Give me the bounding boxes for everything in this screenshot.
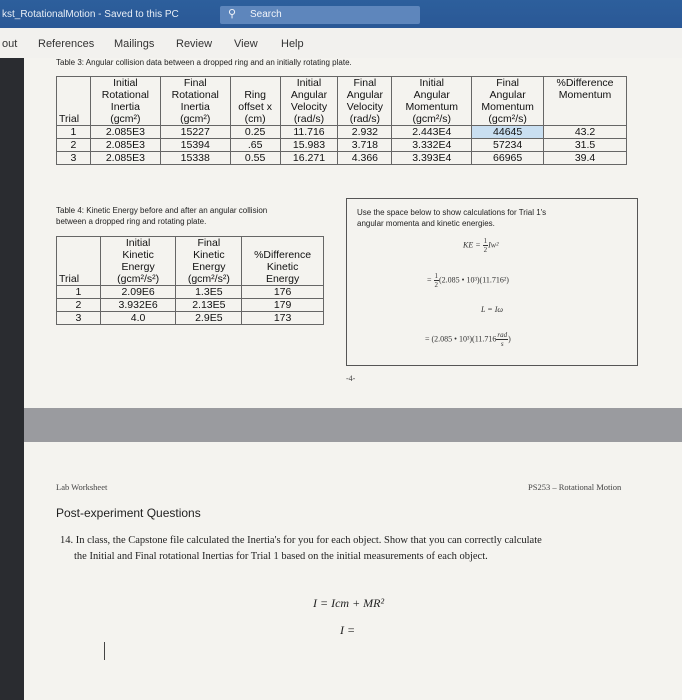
header-row — [57, 77, 627, 90]
header-cell: Ring — [230, 89, 280, 101]
table-cell[interactable]: 3.932E6 — [100, 299, 176, 312]
search-box[interactable] — [220, 6, 420, 24]
header-cell: Initial — [100, 237, 176, 250]
header-cell — [230, 77, 280, 90]
title-bar — [0, 0, 682, 28]
ke-sub-right: (2.085 • 10³)(11.716²) — [439, 275, 509, 285]
post-experiment-heading: Post-experiment Questions — [56, 506, 201, 520]
table-cell[interactable]: 2.085E3 — [90, 152, 160, 165]
table4 — [56, 236, 324, 325]
table4-caption-line2: between a dropped ring and rotating plate. — [56, 217, 207, 226]
header-cell: Momentum — [472, 101, 544, 113]
table-cell[interactable]: 0.25 — [230, 126, 280, 139]
ke-sub-half-num: 1 — [434, 272, 439, 280]
document-title: kst_RotationalMotion - Saved to this PC — [2, 9, 179, 20]
header-cell — [544, 101, 627, 113]
table-cell[interactable]: 2.443E4 — [392, 126, 472, 139]
table-cell[interactable]: 44645 — [472, 126, 544, 139]
header-cell: (cm) — [230, 113, 280, 126]
header-cell: Momentum — [392, 101, 472, 113]
header-cell: (gcm²) — [160, 113, 230, 126]
header-cell: (gcm²/s) — [472, 113, 544, 126]
table-row — [57, 152, 627, 165]
table-cell[interactable]: 66965 — [472, 152, 544, 165]
header-row — [57, 101, 627, 113]
page-number: -4- — [346, 374, 356, 383]
ke-sub-left: = — [427, 275, 434, 285]
tab-help[interactable]: Help — [281, 38, 304, 50]
header-cell: Angular — [338, 89, 392, 101]
table3-caption: Table 3: Angular collision data between a dropped ring and an initially rotating plate. — [56, 58, 352, 67]
header-cell: %Difference — [544, 77, 627, 90]
table-cell[interactable]: 4.0 — [100, 312, 176, 325]
l-sub-left: = (2.085 • 10³)(11.716 — [425, 334, 497, 344]
rad-denominator: s — [500, 340, 504, 348]
table-cell[interactable]: 43.2 — [544, 126, 627, 139]
header-row — [57, 273, 324, 286]
table-cell[interactable]: 11.716 — [280, 126, 338, 139]
header-row — [57, 249, 324, 261]
header-cell: Initial — [280, 77, 338, 90]
calc-caption-line1: Use the space below to show calculations for Trial 1's — [357, 208, 547, 217]
table-cell[interactable]: 15394 — [160, 139, 230, 152]
table-cell[interactable]: 15338 — [160, 152, 230, 165]
tab-view[interactable]: View — [234, 38, 258, 50]
footer-right: PS253 – Rotational Motion — [528, 482, 622, 492]
table-cell[interactable]: 3.718 — [338, 139, 392, 152]
header-cell: Energy — [176, 261, 242, 273]
header-cell: Final — [338, 77, 392, 90]
half-denominator: 2 — [483, 246, 488, 254]
header-cell: Energy — [242, 273, 324, 286]
header-cell — [57, 77, 91, 90]
header-cell: (gcm²/s) — [392, 113, 472, 126]
l-sub-right: ) — [508, 334, 511, 344]
header-cell: Angular — [472, 89, 544, 101]
calc-caption-line2: angular momenta and kinetic energies. — [357, 219, 495, 228]
header-cell: (rad/s) — [280, 113, 338, 126]
table-cell[interactable]: 0.55 — [230, 152, 280, 165]
header-cell: Trial — [57, 113, 91, 126]
table-row — [57, 126, 627, 139]
l-formula: L = Iω — [481, 305, 504, 314]
half-numerator: 1 — [483, 237, 488, 245]
header-cell — [57, 249, 101, 261]
table-cell[interactable]: 31.5 — [544, 139, 627, 152]
table-cell[interactable]: 2 — [57, 299, 101, 312]
table-row — [57, 139, 627, 152]
header-cell: Initial — [90, 77, 160, 90]
table-cell[interactable]: 57234 — [472, 139, 544, 152]
header-cell — [242, 237, 324, 250]
header-cell: (gcm²/s²) — [100, 273, 176, 286]
header-cell: Inertia — [90, 101, 160, 113]
table4-caption — [56, 205, 267, 227]
table4-caption-line1: Table 4: Kinetic Energy before and after an angular collision — [56, 206, 268, 215]
table-row — [57, 312, 324, 325]
header-cell — [57, 101, 91, 113]
header-row — [57, 113, 627, 126]
header-cell — [544, 113, 627, 126]
ke-substitution — [427, 272, 509, 289]
ribbon-tabs — [0, 28, 682, 58]
ke-formula-left: KE = — [463, 240, 483, 250]
question-14-line1: 14. In class, the Capstone file calculated the Inertia's for you for each object. Show that you can correctly calculate — [60, 535, 542, 546]
header-cell: Final — [160, 77, 230, 90]
table-cell[interactable]: 3 — [57, 152, 91, 165]
header-cell: Rotational — [160, 89, 230, 101]
inertia-answer: I = — [340, 623, 356, 637]
table-cell[interactable]: 2.09E6 — [100, 286, 176, 299]
header-row — [57, 261, 324, 273]
header-row — [57, 237, 324, 250]
header-cell: (rad/s) — [338, 113, 392, 126]
header-cell: (gcm²) — [90, 113, 160, 126]
search-icon: ⚲ — [228, 8, 237, 20]
header-cell: (gcm²/s²) — [176, 273, 242, 286]
header-cell — [57, 261, 101, 273]
text-cursor — [104, 642, 105, 660]
table-cell[interactable]: 3.393E4 — [392, 152, 472, 165]
header-cell: Velocity — [338, 101, 392, 113]
header-cell: Rotational — [90, 89, 160, 101]
header-cell: Final — [472, 77, 544, 90]
header-cell: Kinetic — [242, 261, 324, 273]
table-cell[interactable]: 4.366 — [338, 152, 392, 165]
table-cell[interactable]: 179 — [242, 299, 324, 312]
question-14-line2: the Initial and Final rotational Inertias for Trial 1 based on the initial measurements of each object. — [74, 551, 488, 562]
table-cell[interactable]: 3 — [57, 312, 101, 325]
header-cell — [57, 237, 101, 250]
ke-sub-half-den: 2 — [434, 281, 439, 289]
header-cell: Angular — [392, 89, 472, 101]
table-cell[interactable]: 39.4 — [544, 152, 627, 165]
l-substitution — [425, 331, 511, 348]
table-cell[interactable]: 2 — [57, 139, 91, 152]
ke-formula — [463, 237, 499, 254]
header-cell: Final — [176, 237, 242, 250]
tab-review[interactable]: Review — [176, 38, 213, 50]
table-cell[interactable]: 176 — [242, 286, 324, 299]
page-break — [24, 408, 682, 442]
table-cell[interactable]: 1 — [57, 286, 101, 299]
calc-caption — [357, 207, 627, 229]
table-cell[interactable]: 3.332E4 — [392, 139, 472, 152]
header-cell: Initial — [392, 77, 472, 90]
header-cell: Energy — [100, 261, 176, 273]
table-cell[interactable]: 16.271 — [280, 152, 338, 165]
table-row — [57, 299, 324, 312]
table-cell[interactable]: 1 — [57, 126, 91, 139]
table-cell[interactable]: .65 — [230, 139, 280, 152]
rad-fraction — [496, 331, 508, 348]
header-cell: %Difference — [242, 249, 324, 261]
footer-left: Lab Worksheet — [56, 482, 108, 492]
table-cell[interactable]: 173 — [242, 312, 324, 325]
tab-mailings[interactable]: Mailings — [114, 38, 155, 50]
table-cell[interactable]: 1.3E5 — [176, 286, 242, 299]
header-cell: Kinetic — [176, 249, 242, 261]
table-cell[interactable]: 2.932 — [338, 126, 392, 139]
table-cell[interactable]: 2.9E5 — [176, 312, 242, 325]
table-cell[interactable]: 2.13E5 — [176, 299, 242, 312]
header-cell: Inertia — [160, 101, 230, 113]
header-cell: Kinetic — [100, 249, 176, 261]
calculation-box[interactable] — [346, 198, 638, 366]
inertia-formula: I = Icm + MR² — [313, 596, 385, 610]
header-row — [57, 89, 627, 101]
header-cell: Trial — [57, 273, 101, 286]
ke-formula-right: Iw² — [488, 240, 499, 250]
tab-layout[interactable]: out — [2, 38, 18, 50]
header-cell: Momentum — [544, 89, 627, 101]
header-cell — [57, 89, 91, 101]
rad-numerator: rad — [497, 331, 508, 339]
table-cell[interactable]: 15227 — [160, 126, 230, 139]
table-cell[interactable]: 2.085E3 — [90, 126, 160, 139]
table-row — [57, 286, 324, 299]
search-label: Search — [250, 9, 282, 20]
table3 — [56, 76, 627, 165]
header-cell: offset x — [230, 101, 280, 113]
tab-references[interactable]: References — [38, 38, 95, 50]
table-cell[interactable]: 15.983 — [280, 139, 338, 152]
header-cell: Velocity — [280, 101, 338, 113]
header-cell: Angular — [280, 89, 338, 101]
table-cell[interactable]: 2.085E3 — [90, 139, 160, 152]
